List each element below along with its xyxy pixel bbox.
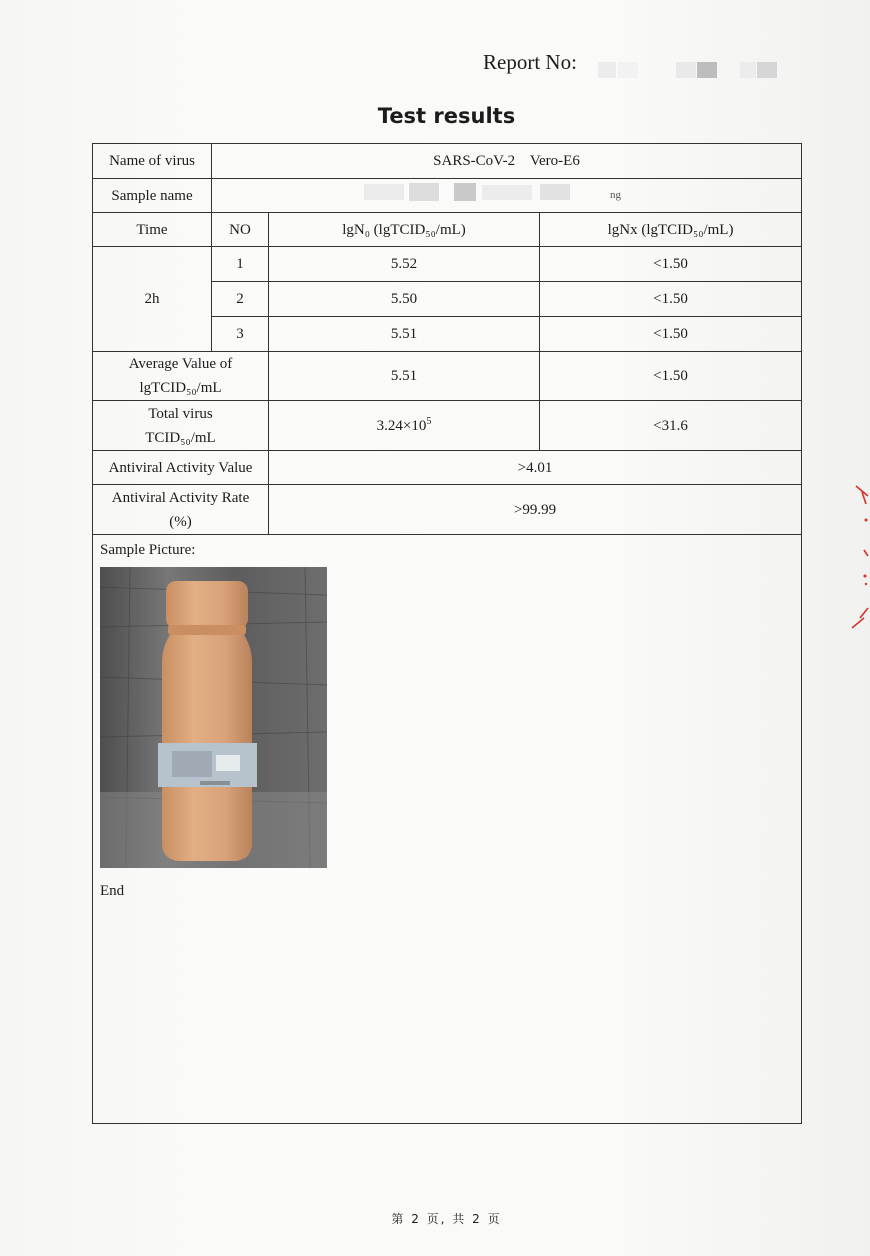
total-virus-label — [93, 401, 269, 451]
row-no: 1 — [212, 247, 269, 282]
average-label-line1: Average Value of — [128, 356, 233, 372]
row-no: 2 — [212, 282, 269, 317]
table-row — [93, 535, 802, 1124]
table-row — [93, 451, 802, 485]
antiviral-value-label: Antiviral Activity Value — [93, 451, 269, 485]
total-lgnx: <31.6 — [540, 401, 802, 451]
end-label: End — [100, 883, 125, 899]
bottle-photo-illustration — [100, 567, 327, 868]
sample-name-value — [212, 179, 802, 213]
name-of-virus-label: Name of virus — [93, 144, 212, 179]
name-of-virus-value: SARS-CoV-2 Vero-E6 — [212, 144, 802, 179]
average-lgnx: <1.50 — [540, 352, 802, 401]
results-table — [92, 143, 802, 1124]
col-header-time: Time — [93, 213, 212, 247]
antiviral-value: >4.01 — [269, 451, 802, 485]
antiviral-rate-label — [93, 485, 269, 535]
sample-name-label: Sample name — [93, 179, 212, 213]
average-label — [93, 352, 269, 401]
antiviral-rate: >99.99 — [269, 485, 802, 535]
antiviral-rate-label-line1: Antiviral Activity Rate — [111, 489, 250, 506]
table-row — [93, 485, 802, 535]
total-label-line1: Total virus — [148, 405, 213, 422]
row-lgno: 5.51 — [269, 317, 540, 352]
average-lgno: 5.51 — [269, 352, 540, 401]
row-lgno: 5.52 — [269, 247, 540, 282]
total-label-line2: TCID₅₀/mL — [145, 429, 216, 446]
sample-name-redaction — [364, 181, 594, 203]
table-row — [93, 352, 802, 401]
time-value: 2h — [93, 247, 212, 352]
col-header-lgno: lgN₀ (lgTCID₅₀/mL) — [269, 213, 540, 247]
average-label-line2: lgTCID₅₀/mL — [139, 380, 222, 396]
antiviral-rate-label-line2: (%) — [169, 513, 192, 530]
table-row — [93, 401, 802, 451]
table-row — [93, 179, 802, 213]
report-no — [483, 50, 577, 75]
row-lgnx: <1.50 — [540, 247, 802, 282]
row-lgno: 5.50 — [269, 282, 540, 317]
col-header-no: NO — [212, 213, 269, 247]
sample-picture-label: Sample Picture: — [100, 542, 196, 558]
table-row — [93, 213, 802, 247]
report-no-label: Report No: — [483, 50, 577, 74]
row-lgnx: <1.50 — [540, 282, 802, 317]
row-no: 3 — [212, 317, 269, 352]
col-header-lgnx: lgNx (lgTCID₅₀/mL) — [540, 213, 802, 247]
table-row — [93, 144, 802, 179]
sample-name-fragment: ng — [610, 189, 621, 201]
page-footer: 第 2 页, 共 2 页 — [391, 1212, 502, 1226]
total-lgno-exponent: 5 — [426, 415, 432, 427]
sample-picture-cell — [93, 535, 802, 1124]
stamp-mark — [848, 480, 870, 645]
row-lgnx: <1.50 — [540, 317, 802, 352]
total-lgno — [269, 401, 540, 451]
total-lgno-base: 3.24×10 — [376, 417, 427, 434]
sample-photo — [100, 567, 327, 868]
page-title: Test results — [377, 104, 516, 128]
table-row — [93, 247, 802, 282]
